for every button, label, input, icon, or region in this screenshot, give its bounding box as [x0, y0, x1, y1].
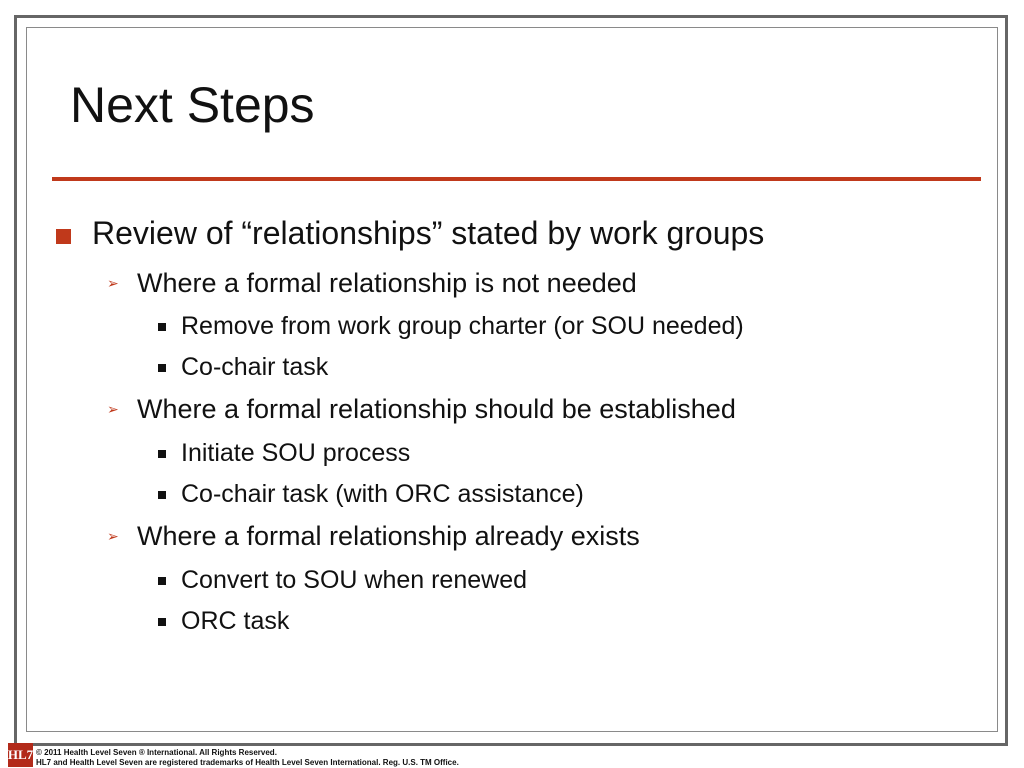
title-underline	[52, 177, 981, 181]
bullet-item-level3: Convert to SOU when renewed	[181, 566, 528, 594]
small-square-bullet-icon	[158, 323, 166, 331]
bullet-item-level1: Review of “relationships” stated by work groups	[92, 215, 765, 251]
small-square-bullet-icon	[158, 577, 166, 585]
square-bullet-icon	[56, 229, 71, 244]
hl7-logo: HL7	[8, 743, 33, 767]
bullet-item-level3: Co-chair task (with ORC assistance)	[181, 480, 584, 508]
slide-title: Next Steps	[70, 77, 315, 133]
bullet-item-level3: Initiate SOU process	[181, 439, 411, 467]
bullet-item-level2: Where a formal relationship should be established	[137, 394, 736, 424]
small-square-bullet-icon	[158, 450, 166, 458]
footer-trademark: HL7 and Health Level Seven are registered trademarks of Health Level Seven International. Reg. U.S. TM Office.	[36, 758, 459, 767]
bullet-item-level3: ORC task	[181, 607, 290, 635]
bullet-item-level2: Where a formal relationship already exists	[137, 521, 640, 551]
small-square-bullet-icon	[158, 364, 166, 372]
bullet-item-level2: Where a formal relationship is not needed	[137, 268, 637, 298]
small-square-bullet-icon	[158, 618, 166, 626]
footer-copyright: © 2011 Health Level Seven ® International. All Rights Reserved.	[36, 748, 277, 757]
bullet-item-level3: Co-chair task	[181, 353, 329, 381]
arrowhead-bullet-icon: ➢	[107, 276, 119, 292]
arrowhead-bullet-icon: ➢	[107, 529, 119, 545]
small-square-bullet-icon	[158, 491, 166, 499]
arrowhead-bullet-icon: ➢	[107, 402, 119, 418]
bullet-item-level3: Remove from work group charter (or SOU needed)	[181, 312, 744, 340]
